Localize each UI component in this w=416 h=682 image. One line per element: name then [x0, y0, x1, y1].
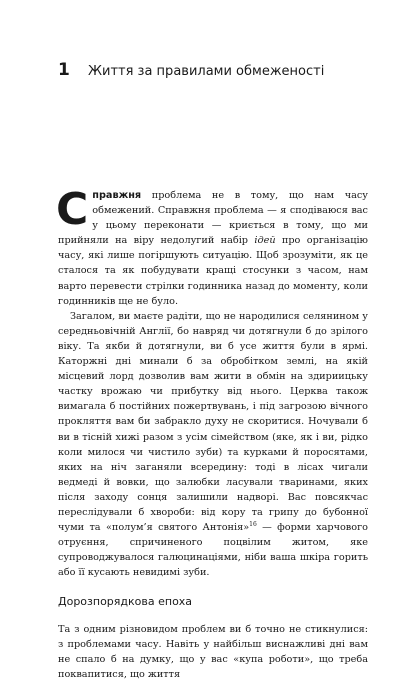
section-subheading: Дорозпорядкова епоха	[58, 595, 193, 609]
paragraph-1-text-b: про організацію часу, які лише погіршують ситуацію. Щоб зрозуміти, як це сталося та як побудувати кращі стосунки з часом, нам варто перевести стрілки годинника назад до моменту, коли годинників ще не було.	[58, 235, 368, 307]
paragraph-2-text-a: Загалом, ви маєте радіти, що не народилися селянином у середньовічній Англії, бо навряд чи дотягнули б до зрілого віку. Та якби й дотягнули, ви б усе життя були в ярмі. Каторжні дні минали б за обробітком землі, на якій місцевий лорд дозволив вам жити в обмін на здириицьку частку врожаю чи прибутку від нього. Церква також вимагала б постійних пожертвувань, і під загрозою вічного прокляття вам би забракло духу не скоритися. Ночували б ви в тісній хижі разом з усім сімейством (яке, як і ви, рідко коли милося чи чистило зуби) та курками й поросятами, яких на ніч заганяли всередину: тоді в лісах чигали ведмеді й вовки, що залюбки ласували тваринами, яких після заходу сонця залишили надворі. Вас повсякчас переслідували б хвороби: від кору та грипу до бубонної чуми та «полум’я святого Антонія»	[58, 310, 368, 534]
footnote-ref[interactable]: 16	[249, 520, 257, 528]
drop-cap: С	[56, 184, 89, 235]
lead-word: правжня	[92, 190, 142, 201]
emphasis-word: ідей	[254, 235, 276, 247]
body-text	[56, 184, 369, 682]
paragraph-2-text-b: — форми харчового отруєння, спричиненого поцвілим житом, яке супроводжувалося галюцинаціями, ніби ваша шкіра горить або її кусають невидимі зуби.	[58, 522, 369, 579]
paragraph-1	[56, 184, 368, 309]
chapter-heading	[58, 60, 324, 80]
chapter-number: 1	[58, 60, 70, 80]
paragraph-2	[58, 309, 368, 581]
paragraph-3: Та з одним різновидом проблем ви б точно не стикнулися: з проблемами часу. Навіть у найбільш виснажливі дні вам не спало б на думку, що у вас «купа роботи», що треба поквапитися, що життя	[58, 623, 368, 680]
paragraph-1-text-a: проблема не в тому, що нам часу обмежений. Справжня проблема — я сподіваюся вас у цьому переконати — криється в тому, що ми прийняли на віру недолугий набір	[58, 190, 368, 247]
chapter-title: Життя за правилами обмеженості	[88, 64, 325, 79]
